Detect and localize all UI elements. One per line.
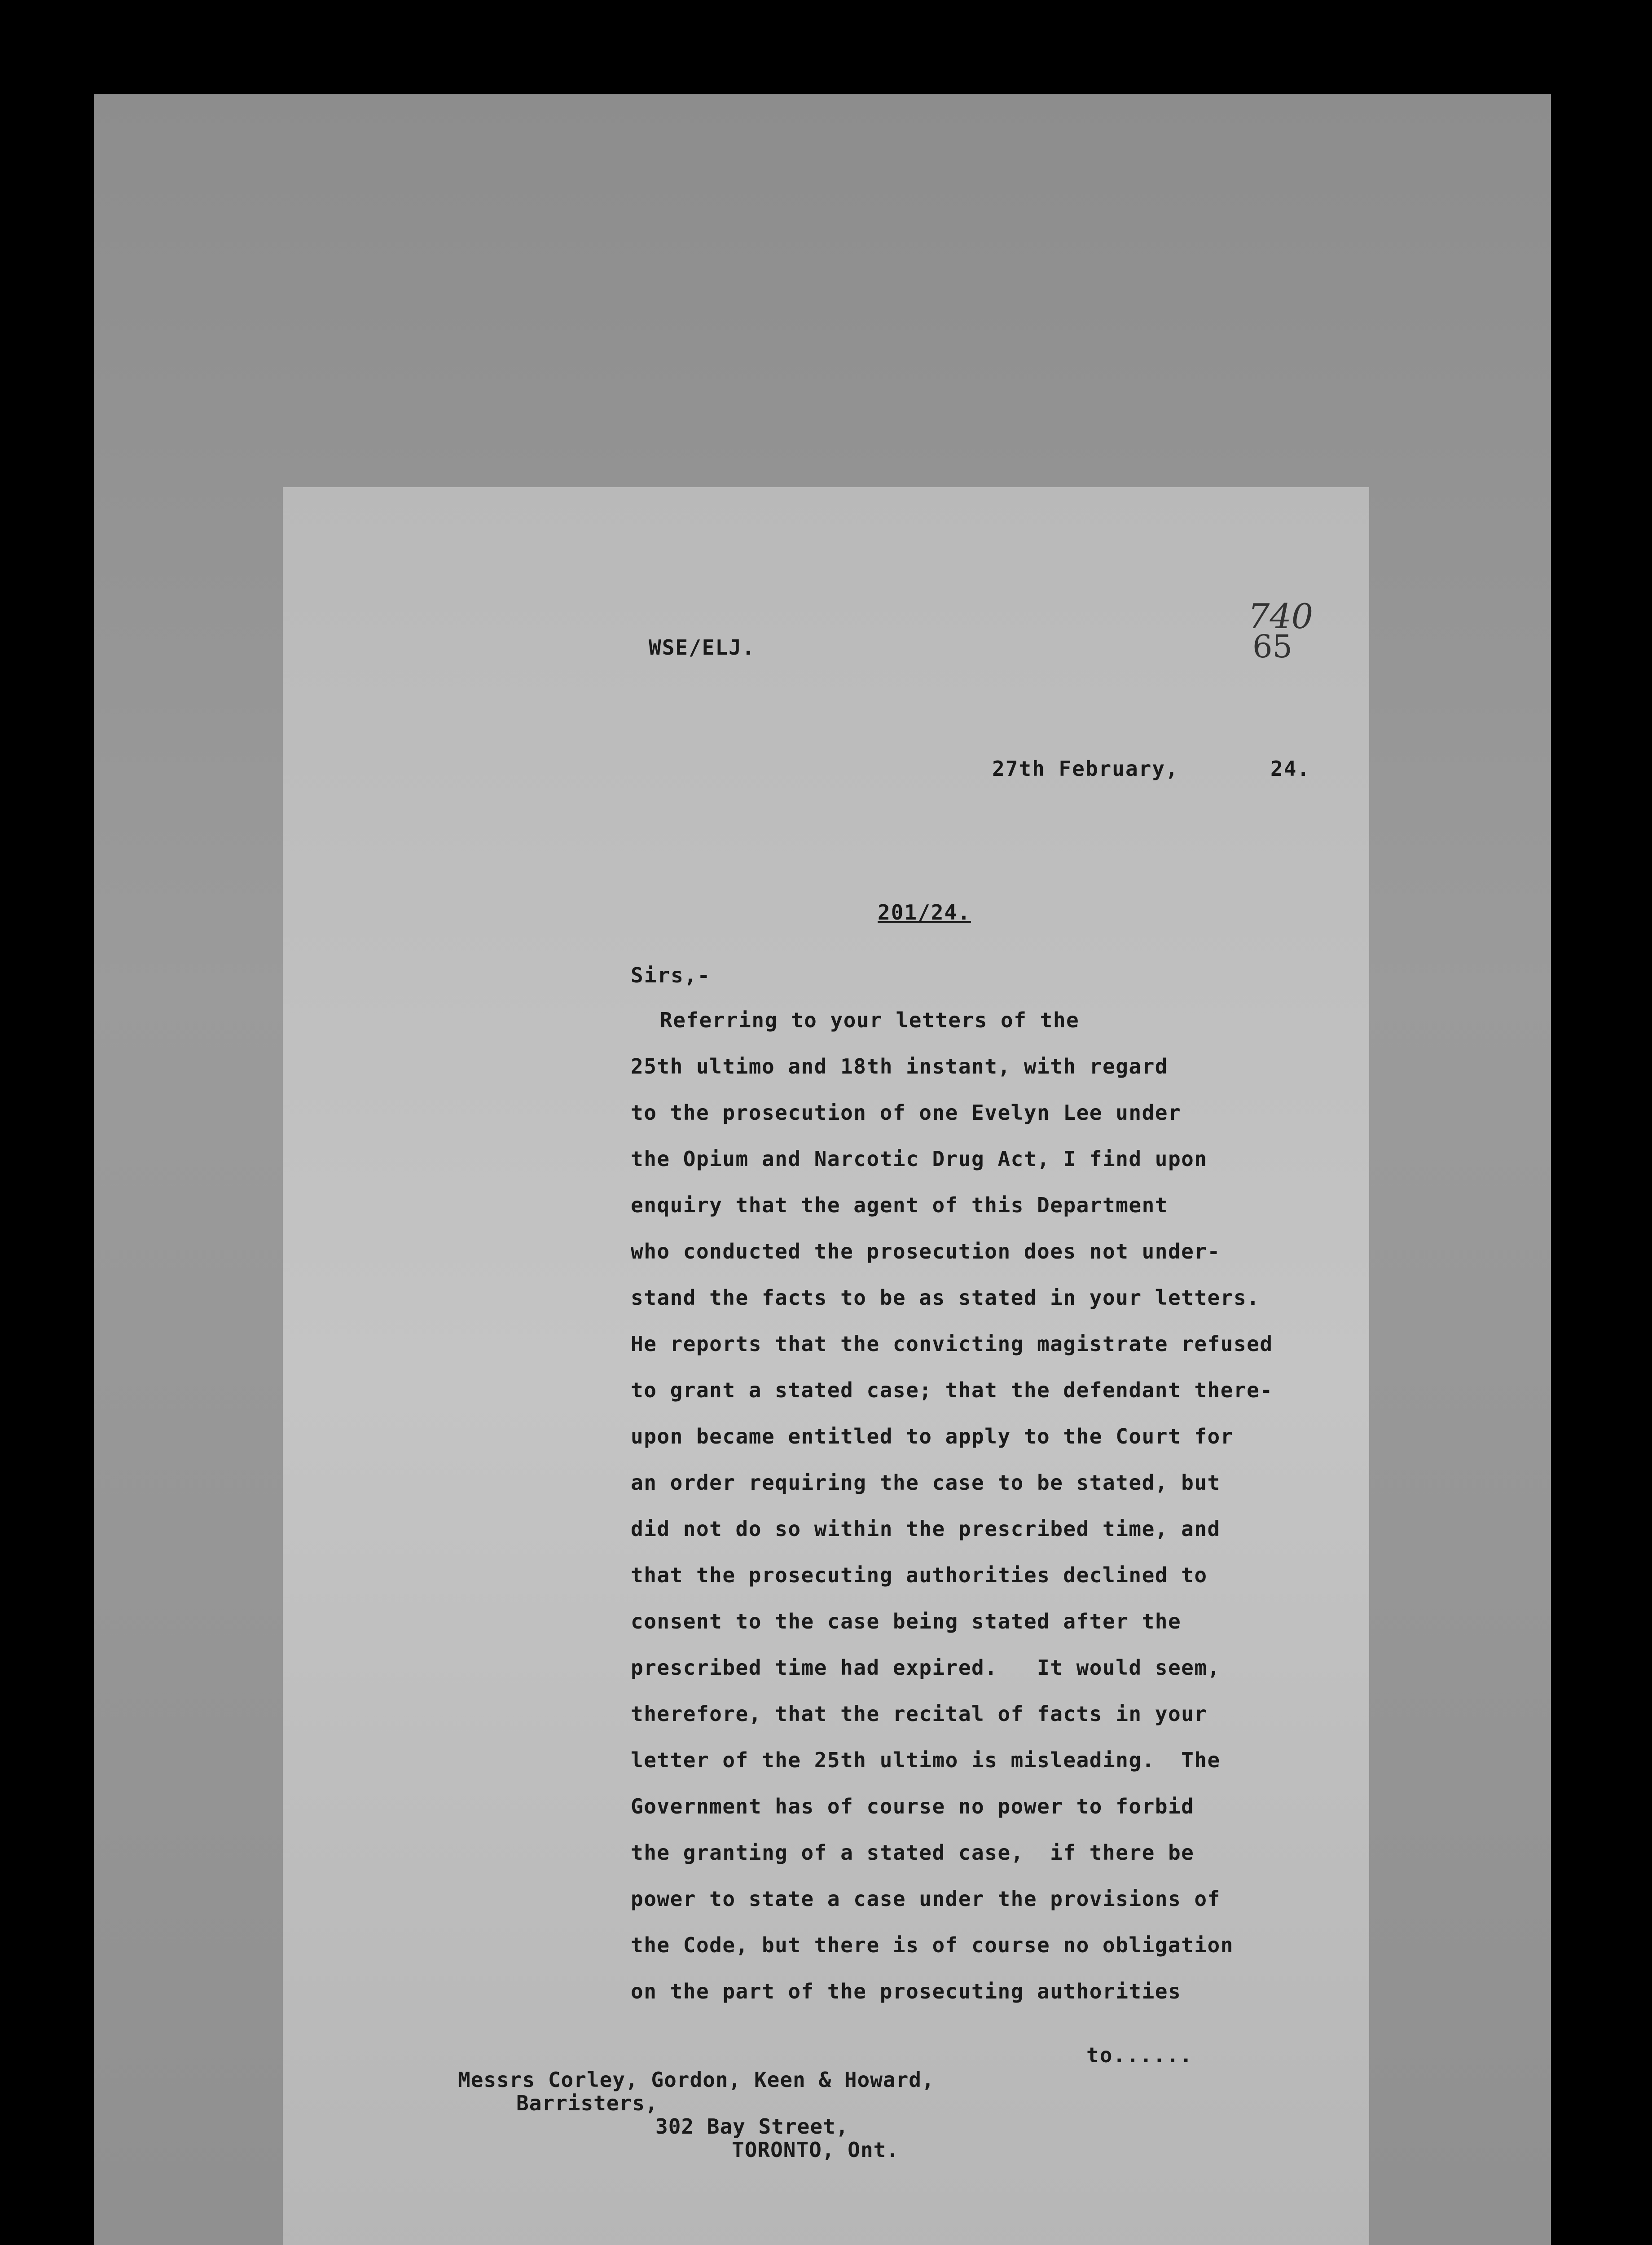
letter-date: 27th February, — [992, 757, 1179, 781]
body-line: Referring to your letters of the — [660, 1008, 1080, 1032]
body-line: 25th ultimo and 18th instant, with regard — [631, 1054, 1168, 1078]
body-line: upon became entitled to apply to the Court for — [631, 1424, 1234, 1448]
reference-initials: WSE/ELJ. — [649, 635, 756, 660]
body-line: prescribed time had expired. It would seem, — [631, 1655, 1221, 1680]
body-line: consent to the case being stated after the — [631, 1609, 1182, 1633]
file-number: 201/24. — [878, 900, 971, 924]
body-line: who conducted the prosecution does not under- — [631, 1239, 1221, 1263]
folio-number-top: 740 — [1248, 596, 1314, 636]
body-line: enquiry that the agent of this Department — [631, 1193, 1168, 1217]
body-line: the Code, but there is of course no obligation — [631, 1933, 1234, 1957]
body-line: stand the facts to be as stated in your letters. — [631, 1285, 1260, 1310]
addressee-line: TORONTO, Ont. — [732, 2138, 900, 2162]
body-line: an order requiring the case to be stated, but — [631, 1470, 1221, 1495]
body-line: on the part of the prosecuting authorities — [631, 1979, 1182, 2003]
folio-number-bottom: 65 — [1252, 628, 1293, 665]
letter-year: 24. — [1270, 757, 1311, 781]
letter-page — [283, 487, 1369, 2245]
body-line: the Opium and Narcotic Drug Act, I find upon — [631, 1147, 1208, 1171]
body-line: letter of the 25th ultimo is misleading. The — [631, 1748, 1221, 1772]
body-line: therefore, that the recital of facts in your — [631, 1702, 1208, 1726]
addressee-line: Barristers, — [516, 2091, 658, 2115]
body-line: power to state a case under the provisions of — [631, 1887, 1221, 1911]
body-line: Government has of course no power to forbid — [631, 1794, 1195, 1818]
body-line: that the prosecuting authorities declined to — [631, 1563, 1208, 1587]
salutation: Sirs,- — [631, 963, 711, 987]
addressee-line: 302 Bay Street, — [655, 2114, 849, 2139]
continuation-mark: to...... — [1086, 2043, 1193, 2067]
body-line: did not do so within the prescribed time, and — [631, 1517, 1221, 1541]
body-line: to grant a stated case; that the defendant there- — [631, 1378, 1273, 1402]
body-line: He reports that the convicting magistrate refused — [631, 1332, 1273, 1356]
body-line: the granting of a stated case, if there be — [631, 1840, 1195, 1865]
addressee-line: Messrs Corley, Gordon, Keen & Howard, — [458, 2068, 935, 2092]
body-line: to the prosecution of one Evelyn Lee under — [631, 1100, 1182, 1125]
